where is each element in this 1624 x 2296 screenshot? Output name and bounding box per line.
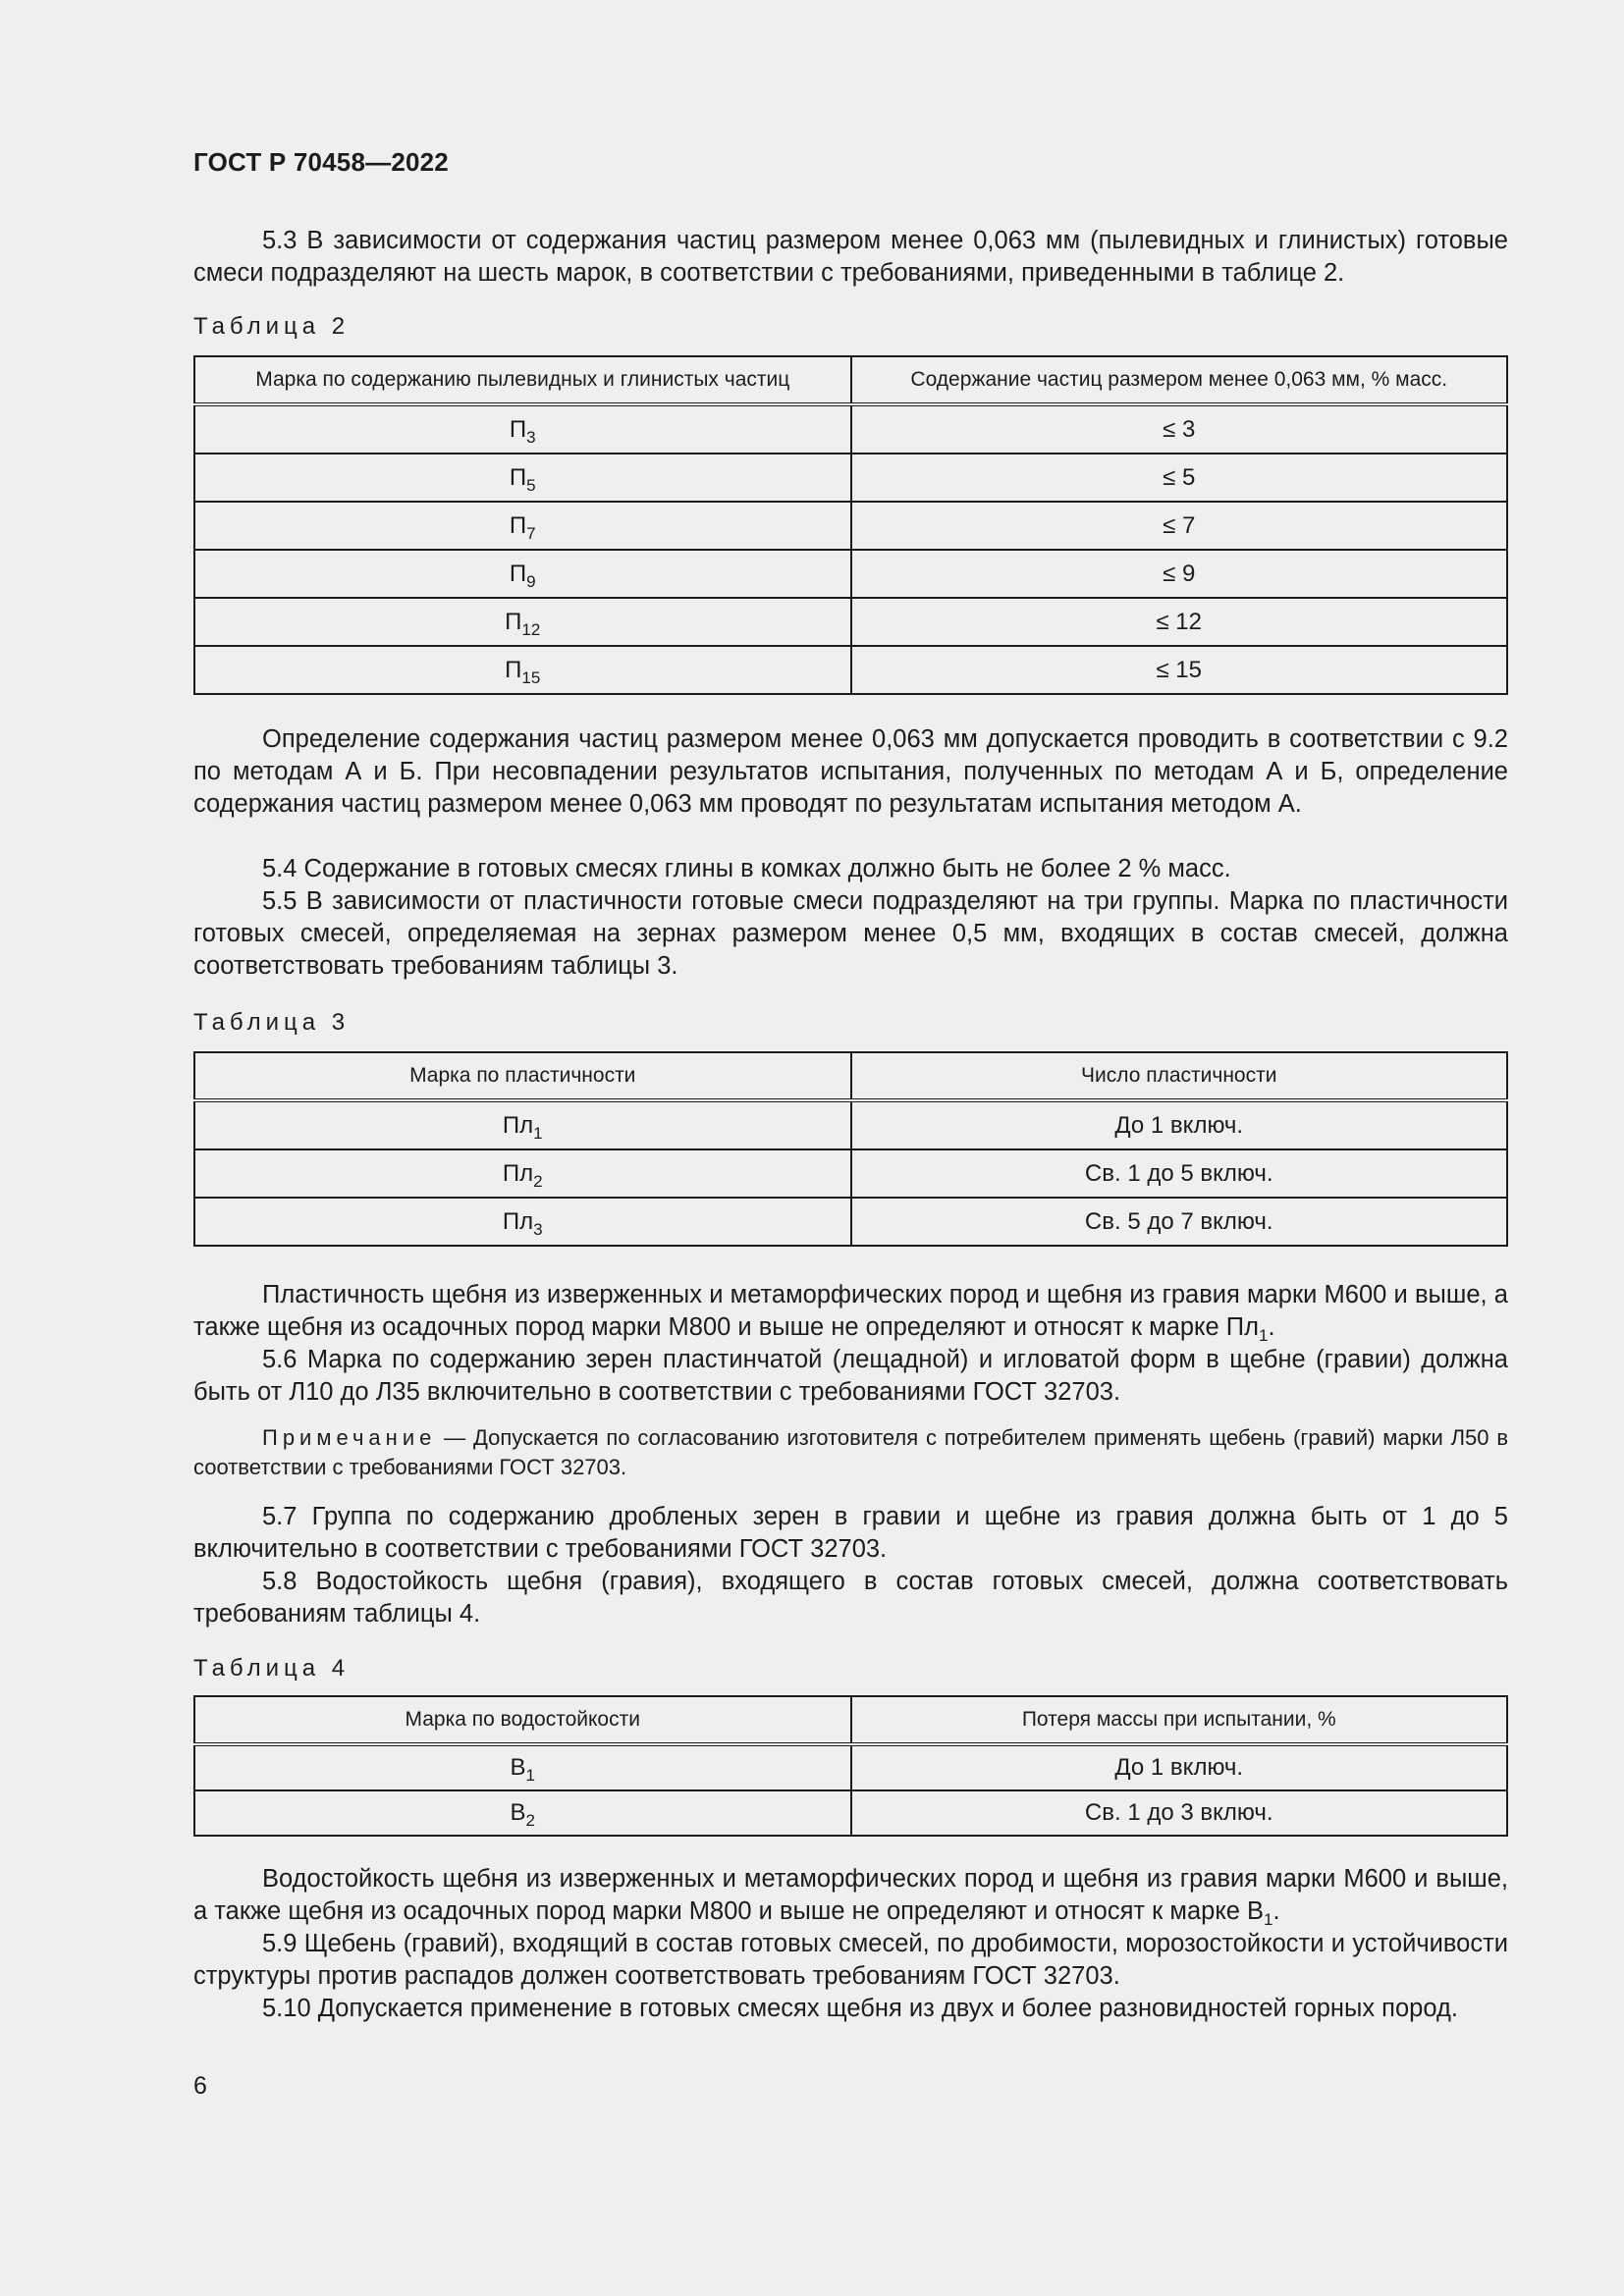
table-header-row xyxy=(194,1052,1507,1100)
table-row xyxy=(194,598,1507,646)
table-cell-mark: $П_9$ xyxy=(194,550,851,598)
table3-caption: Таблица 3 xyxy=(193,1009,351,1036)
table-cell-value: ≤ 9 xyxy=(851,550,1508,598)
paragraph-5-3: 5.3 В зависимости от содержания частиц размером менее 0,063 мм (пылевидных и глинистых) готовые смеси подразделяют на шесть марок, в соответствии с требованиями, приведенными в таблице 2. xyxy=(193,227,1508,287)
table-row xyxy=(194,1100,1507,1149)
note-label: Примечание xyxy=(262,1425,437,1450)
table4-caption: Таблица 4 xyxy=(193,1655,351,1682)
table-header-cell: Марка по содержанию пылевидных и глинистых частиц xyxy=(194,356,851,404)
table-row xyxy=(194,454,1507,502)
table-cell-mark: $П_{15}$ xyxy=(194,646,851,694)
paragraph-after-table-2: Определение содержания частиц размером менее 0,063 мм допускается проводить в соответствии с 9.2 по методам А и Б. При несовпадении результатов испытания, полученных по методам А и Б, определение содержания частиц размером менее 0,063 мм проводят по результатам испытания методом А. xyxy=(193,725,1508,818)
table-cell-mark: $В_1$ xyxy=(194,1744,851,1790)
table-cell-mark: $П_7$ xyxy=(194,502,851,550)
table-cell-mark: $Пл_2$ xyxy=(194,1149,851,1198)
table-header-cell: Марка по пластичности xyxy=(194,1052,851,1100)
table-cell-mark: $П_5$ xyxy=(194,454,851,502)
table-cell-value: Св. 5 до 7 включ. xyxy=(851,1198,1508,1246)
table-row xyxy=(194,550,1507,598)
paragraph-5-8: 5.8 Водостойкость щебня (гравия), входящего в состав готовых смесей, должна соответствовать требованиям таблицы 4. xyxy=(193,1568,1508,1628)
page-number: 6 xyxy=(193,2072,207,2100)
table-header-row xyxy=(194,1696,1507,1744)
table-row xyxy=(194,1744,1507,1790)
table-header-cell: Содержание частиц размером менее 0,063 мм, % масс. xyxy=(851,356,1508,404)
table-header-cell: Потеря массы при испытании, % xyxy=(851,1696,1508,1744)
paragraph-5-9: 5.9 Щебень (гравий), входящий в состав готовых смесей, по дробимости, морозостойкости и устойчивости структуры против распадов должен соответствовать требованиям ГОСТ 32703. xyxy=(193,1930,1508,1990)
table-cell-mark: $П_3$ xyxy=(194,404,851,454)
table-header-cell: Число пластичности xyxy=(851,1052,1508,1100)
table-cell-value: ≤ 3 xyxy=(851,404,1508,454)
table-cell-value: До 1 включ. xyxy=(851,1744,1508,1790)
table-row xyxy=(194,1149,1507,1198)
table-2 xyxy=(193,355,1508,695)
table-cell-mark: $П_{12}$ xyxy=(194,598,851,646)
table-row xyxy=(194,1198,1507,1246)
table-cell-value: ≤ 15 xyxy=(851,646,1508,694)
table-cell-value: ≤ 5 xyxy=(851,454,1508,502)
table-3 xyxy=(193,1051,1508,1247)
table-row xyxy=(194,502,1507,550)
table-cell-mark: $Пл_1$ xyxy=(194,1100,851,1149)
paragraph-5-10: 5.10 Допускается применение в готовых смесях щебня из двух и более разновидностей горных пород. xyxy=(262,1995,1458,2022)
table-cell-value: Св. 1 до 5 включ. xyxy=(851,1149,1508,1198)
table-cell-value: До 1 включ. xyxy=(851,1100,1508,1149)
document-header: ГОСТ Р 70458—2022 xyxy=(193,147,449,177)
table-cell-value: ≤ 7 xyxy=(851,502,1508,550)
paragraph-after-table-3: Пластичность щебня из изверженных и метаморфических пород и щебня из гравия марки М600 и выше, а также щебня из осадочных пород марки М800 и выше не определяют и относят к марке $Пл_1$. xyxy=(193,1281,1508,1345)
table-cell-value: Св. 1 до 3 включ. xyxy=(851,1790,1508,1836)
table-row xyxy=(194,646,1507,694)
table-cell-value: ≤ 12 xyxy=(851,598,1508,646)
table-row xyxy=(194,404,1507,454)
note-text: — Допускается по согласованию изготовителя с потребителем применять щебень (гравий) марки Л50 в соответствии с требованиями ГОСТ 32703. xyxy=(193,1425,1508,1479)
paragraph-5-5: 5.5 В зависимости от пластичности готовые смеси подразделяют на три группы. Марка по пластичности готовых смесей, определяемая на зернах размером менее 0,5 мм, входящих в состав смесей, должна соответствовать требованиям таблицы 3. xyxy=(193,887,1508,980)
note xyxy=(193,1423,1508,1482)
table2-caption: Таблица 2 xyxy=(193,313,351,340)
paragraph-after-table-4: Водостойкость щебня из изверженных и метаморфических пород и щебня из гравия марки М600 и выше, а также щебня из осадочных пород марки М800 и выше не определяют и относят к марке $В_1$. xyxy=(193,1865,1508,1929)
table-row xyxy=(194,1790,1507,1836)
table-header-cell: Марка по водостойкости xyxy=(194,1696,851,1744)
table-4 xyxy=(193,1695,1508,1837)
paragraph-5-7: 5.7 Группа по содержанию дробленых зерен в гравии и щебне из гравия должна быть от 1 до 5 включительно в соответствии с требованиями ГОСТ 32703. xyxy=(193,1503,1508,1563)
table-cell-mark: $В_2$ xyxy=(194,1790,851,1836)
table-cell-mark: $Пл_3$ xyxy=(194,1198,851,1246)
paragraph-5-6: 5.6 Марка по содержанию зерен пластинчатой (лещадной) и игловатой форм в щебне (гравии) должна быть от Л10 до Л35 включительно в соответствии с требованиями ГОСТ 32703. xyxy=(193,1346,1508,1406)
table-header-row xyxy=(194,356,1507,404)
paragraph-5-4: 5.4 Содержание в готовых смесях глины в комках должно быть не более 2 % масс. xyxy=(262,855,1231,882)
